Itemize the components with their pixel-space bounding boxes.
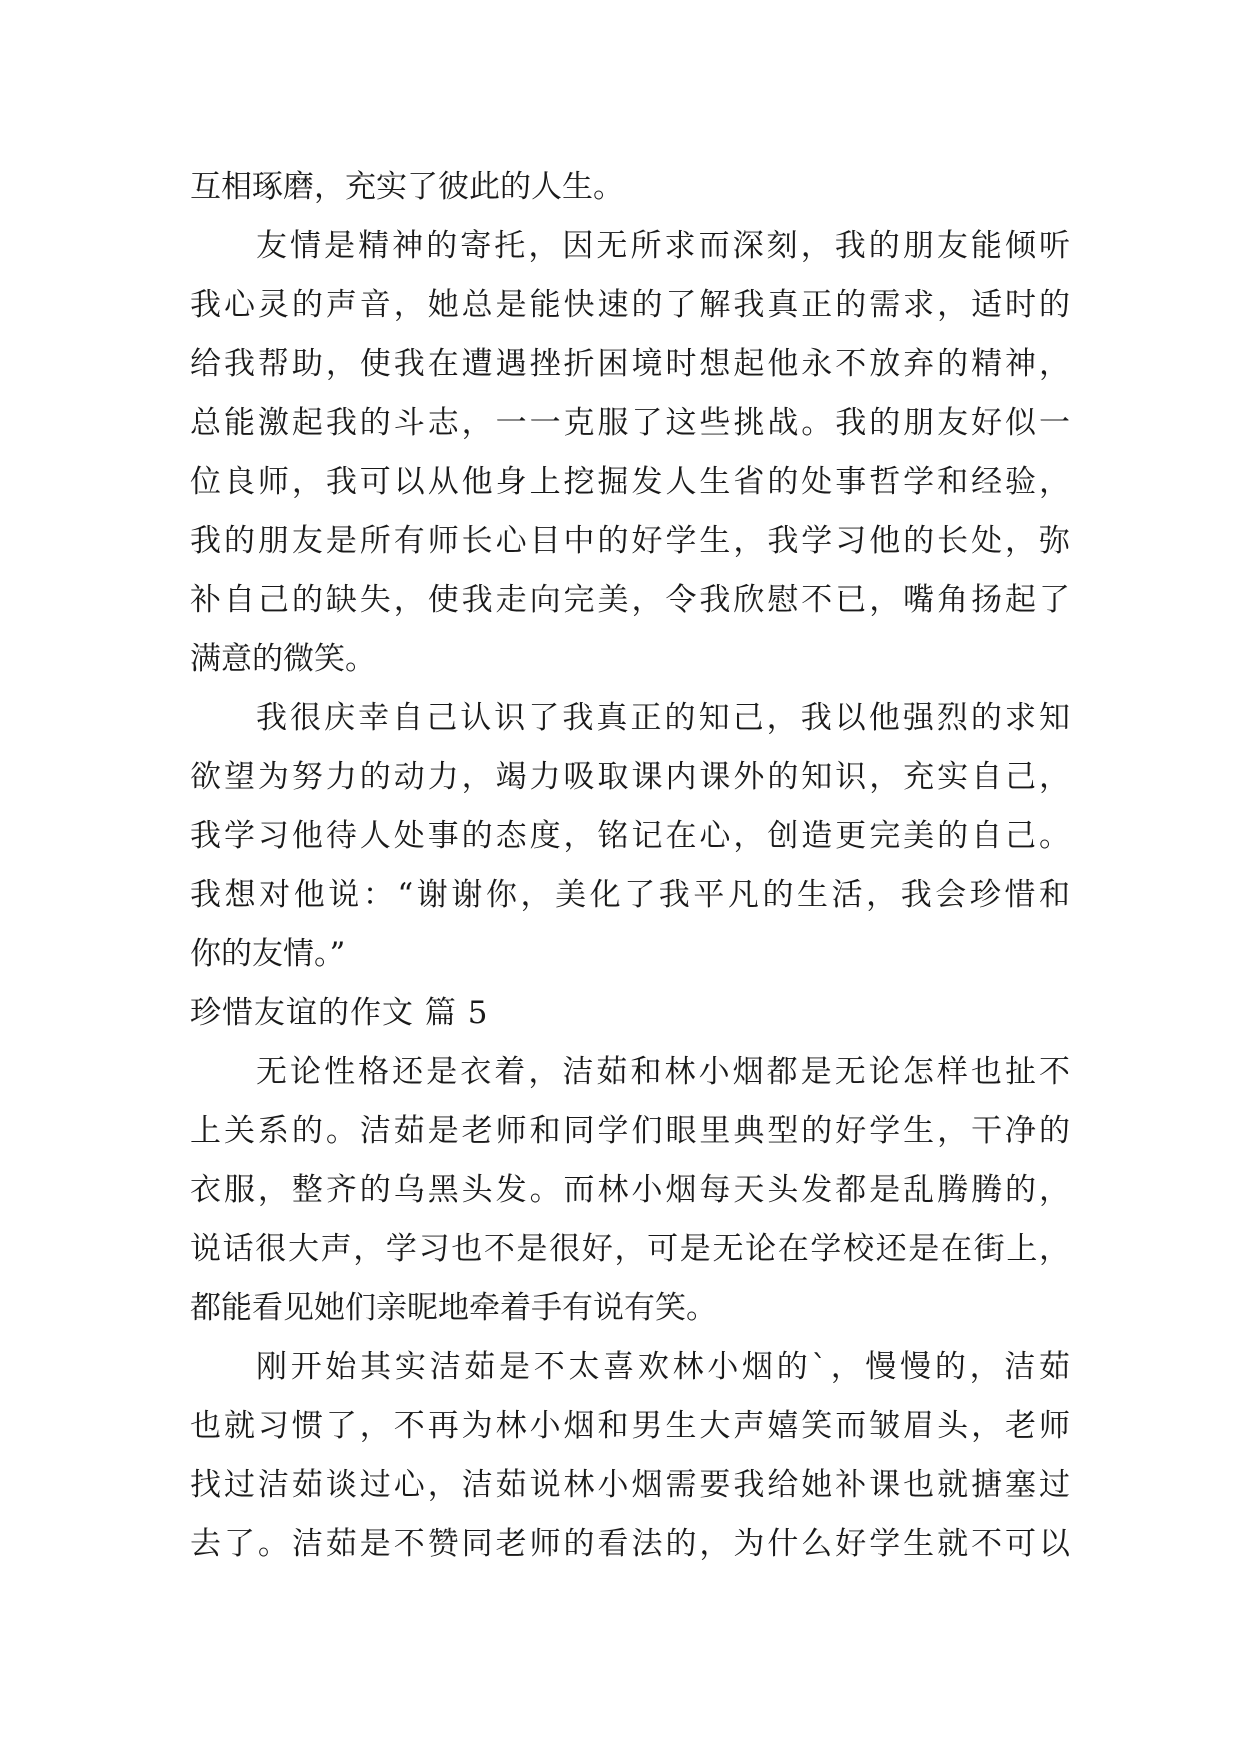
paragraph-line: 刚开始其实洁茹是不太喜欢林小烟的`，慢慢的，洁茹	[256, 1349, 1070, 1385]
paragraph-line: 补自己的缺失，使我走向完美，令我欣慰不已，嘴角扬起了	[190, 582, 1070, 618]
paragraph-line: 我学习他待人处事的态度，铭记在心，创造更完美的自己。	[190, 818, 1070, 854]
paragraph-line: 给我帮助，使我在遭遇挫折困境时想起他永不放弃的精神，	[190, 346, 1070, 382]
section-heading: 珍惜友谊的作文 篇 5	[190, 995, 489, 1031]
paragraph-line: 位良师，我可以从他身上挖掘发人生省的处事哲学和经验，	[190, 464, 1070, 500]
paragraph-line: 无论性格还是衣着，洁茹和林小烟都是无论怎样也扯不	[256, 1054, 1070, 1090]
paragraph-line: 欲望为努力的动力，竭力吸取课内课外的知识，充实自己，	[190, 759, 1070, 795]
paragraph-line: 我的朋友是所有师长心目中的好学生，我学习他的长处，弥	[190, 523, 1070, 559]
paragraph-line: 我很庆幸自己认识了我真正的知己，我以他强烈的求知	[256, 700, 1070, 736]
paragraph-line: 衣服，整齐的乌黑头发。而林小烟每天头发都是乱腾腾的，	[190, 1172, 1070, 1208]
paragraph-line: 友情是精神的寄托，因无所求而深刻，我的朋友能倾听	[256, 228, 1070, 264]
paragraph-line: 说话很大声，学习也不是很好，可是无论在学校还是在街上，	[190, 1231, 1070, 1267]
document-body	[190, 158, 1070, 1574]
paragraph-line: 也就习惯了，不再为林小烟和男生大声嬉笑而皱眉头，老师	[190, 1408, 1070, 1444]
paragraph-line: 满意的微笑。	[190, 641, 376, 677]
paragraph-line: 总能激起我的斗志，一一克服了这些挑战。我的朋友好似一	[190, 405, 1070, 441]
paragraph-line: 找过洁茹谈过心，洁茹说林小烟需要我给她补课也就搪塞过	[190, 1467, 1070, 1503]
paragraph-line: 我想对他说：“谢谢你，美化了我平凡的生活，我会珍惜和	[190, 877, 1070, 913]
paragraph-line: 去了。洁茹是不赞同老师的看法的，为什么好学生就不可以	[190, 1526, 1070, 1562]
paragraph-line: 互相琢磨，充实了彼此的人生。	[190, 169, 624, 205]
paragraph-line: 都能看见她们亲昵地牵着手有说有笑。	[190, 1290, 717, 1326]
paragraph-line: 你的友情。”	[190, 936, 346, 972]
paragraph-line: 上关系的。洁茹是老师和同学们眼里典型的好学生，干净的	[190, 1113, 1070, 1149]
paragraph-line: 我心灵的声音，她总是能快速的了解我真正的需求，适时的	[190, 287, 1070, 323]
